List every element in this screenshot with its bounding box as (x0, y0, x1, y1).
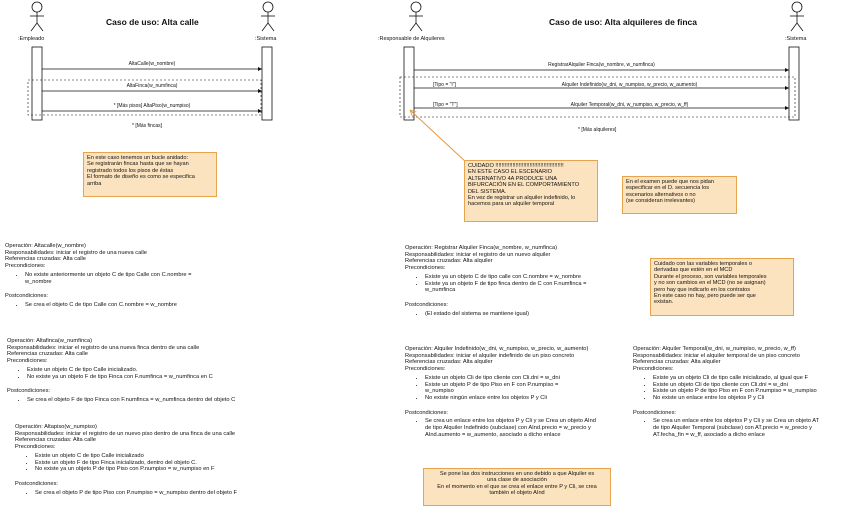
contract-altafinca: Operación: Altafinca(w_numfinca) Responsabilidades: iniciar el registro de una nueva finca dentro de una calle Referencias cruzadas: Alta calle Precondiciones: • Existe un objeto C de tipo Calle inicializado. • No existe ya un objeto F de tipo Finca con F.numfinca = w_numfinca en C Postcondiciones: • Se crea el objeto F de tipo Finca con F.numfinca = w_numfinca dentro del objeto C (7, 338, 235, 407)
empleado-activation-bar (32, 47, 42, 120)
left-msg3-label: * [Más pisos] AltaPiso(w_numpiso) (113, 103, 191, 109)
right-guard1-label: [Tipo = "I"] (433, 82, 456, 88)
right-sistema-actor-icon (790, 2, 804, 31)
warning-note: CUIDADO !!!!!!!!!!!!!!!!!!!!!!!!!!!!!!!!!!!!!!!!!!!! EN ESTE CASO EL ESCENARIO ALTERNATIVO 4A PRODUCE UNA BIFURCACIÓN EN EL COMPORTAMIENTO DEL SISTEMA. En vez de registrar un alquiler indefinido, lo hacemos para un alquiler temporal (464, 160, 598, 222)
responsable-label: :Responsable de Alquileres (378, 36, 445, 42)
right-sistema-label: :Sistema (785, 36, 807, 42)
contract-altacalle: Operación: Altacalle(w_nombre) Responsabilidades: iniciar el registro de una nueva calle Referencias cruzadas: Alta calle Precondiciones: • No existe anteriormente un objeto C de tipo Calle con C.nombre = w_nombre Postcondiciones: • Se crea el objeto C de tipo Calle con C.nombre = w_nombre (5, 243, 191, 312)
right-msg2-label: Alquiler Indefinido(w_dni, w_numpiso, w_precio, w_aumento) (561, 82, 698, 88)
left-diagram-title: Caso de uso: Alta calle (106, 17, 199, 27)
exam-note: En el examen puede que nos pidan especificar en el D. secuencia los escenarios alternativos o no (se consideran irrelevantes) (622, 176, 737, 214)
right-sistema-activation-bar (789, 47, 799, 120)
warning-note-connector (410, 110, 467, 163)
contract-alquiler-temporal: Operación: Alquiler Temporal(w_dni, w_numpiso, w_precio, w_ff) Responsabilidades: iniciar el alquiler temporal de un piso concreto Referencias cruzadas: Alta alquiler Precondiciones: • Existe ya un objeto Cli de tipo calle inicializado, al igual que F • Existe un objeto Cli de tipo cliente con Cli.dni = w_dni • Existe un objeto P de tipo Piso en F con P.numpiso = w_numpiso • No existe un enlace entre los objetos P y Cli Postcondiciones: • Se crea un enlace entre los objetos P y Cli y se Crea un objeto AT de tipo Alquiler Temporal (subclase) con AT.precio = w_precio y AT.fecha_fin = w_ff, asociado a dicho enlace (633, 346, 819, 441)
left-sistema-activation-bar (262, 47, 272, 120)
temporal-variables-note: Cuidado con las variables temporales o derivadas que estén en el MCD Durante el proceso, son variables temporales y no son cambios en el MCD (no se asignan) pero hay que indicarlo en los contratos En este caso no hay, pero puede ser que existan. (650, 258, 794, 316)
left-sistema-actor-icon (261, 2, 275, 31)
responsable-actor-icon (409, 2, 423, 31)
left-sistema-label: :Sistema (255, 36, 277, 42)
contract-registrar-alquiler: Operación: Registrar Alquiler Finca(w_nombre, w_numfinca) Responsabilidades: iniciar el registro de un nuevo alquiler Referencias cruzadas: Alta alquiler Precondiciones: • Existe ya un objeto C de tipo calle con C.nombre = w_nombre • Existe ya un objeto F de tipo finca dentro de C con F.numfinca = w_numfinca Postcondiciones: • (El estado del sistema se mantiene igual) (405, 245, 586, 320)
left-nested-loop-note: En este caso tenemos un bucle anidado: Se registrarán fincas hasta que se hayan registrado todos los pisos de éstas El formato de diseño es como se especifica arriba (83, 152, 217, 197)
left-msg1-label: AltaCalle(w_nombre) (128, 61, 176, 67)
right-loop-label: * [Más alquileres] (578, 127, 617, 133)
left-loop-label: * [Más fincas] (132, 123, 163, 129)
empleado-actor-icon (30, 2, 44, 31)
association-note: Se pone las dos instrucciones en uno debido a que Alquiler es una clase de asociación En el momento en el que se crea el enlace entre P y Cli, se crea también el objeto AInd (423, 468, 611, 506)
right-msg1-label: RegistrarAlquiler Finca(w_nombre, w_numfinca) (548, 62, 655, 68)
responsable-activation-bar (404, 47, 414, 120)
right-msg3-label: Alquiler Temporal(w_dni, w_numpiso, w_precio, w_ff) (570, 102, 689, 108)
right-diagram-title: Caso de uso: Alta alquileres de finca (549, 17, 698, 27)
contract-altapiso: Operación: Altapiso(w_numpiso) Responsabilidades: iniciar el registro de un nuevo piso dentro de una finca de una calle Referencias cruzadas: Alta calle Precondiciones: • Existe un objeto C de tipo Calle inicializado • Existe un objeto F de tipo Finca inicializado, dentro del objeto C. • No existe ya un objeto P de tipo Piso con P.numpiso = w_numpiso en F Postcondiciones: • Se crea el objeto P de tipo Piso con P.numpiso = w_numpiso dentro del objeto F (15, 424, 237, 499)
contract-alquiler-indefinido: Operación: Alquiler Indefinido(w_dni, w_numpiso, w_precio, w_aumento) Responsabilidades: iniciar el alquiler indefinido de un piso concreto Referencias cruzadas: Alta alquiler Precondiciones: • Existe un objeto Cli de tipo cliente con Cli.dni = w_dni • Existe un objeto P de tipo Piso en F con P.numpiso = w_numpiso • No existe ningún enlace entre los objetos P y Cli Postcondiciones: • Se crea un enlace entre los objetos P y Cli y se Crea un objeto AInd de tipo Alquiler Indefinido (subclase) con AInd.precio = w_precio y AInd.aumento = w_aumento, asociado a dicho enlace (405, 346, 596, 441)
empleado-label: :Empleado (18, 36, 45, 42)
right-guard2-label: [Tipo = "T"] (433, 102, 458, 108)
left-msg2-label: AltaFinca(w_numfinca) (126, 83, 178, 89)
